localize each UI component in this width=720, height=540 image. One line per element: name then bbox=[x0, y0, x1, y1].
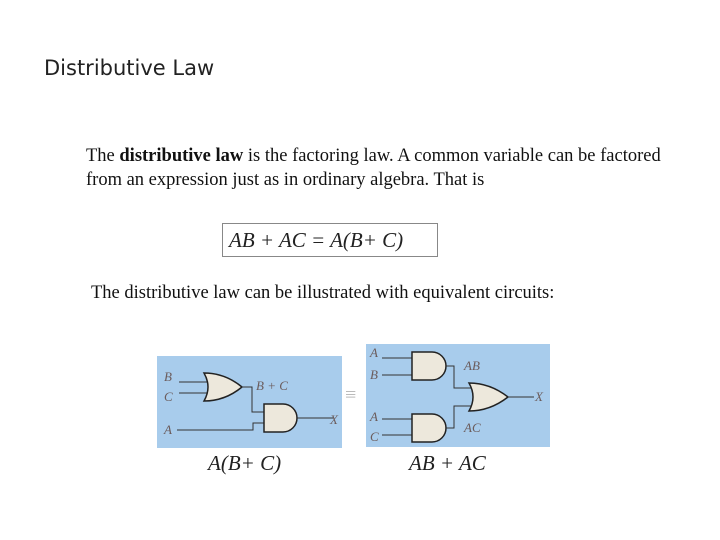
equation-box: AB + AC = A(B+ C) bbox=[222, 223, 438, 257]
label-c-right: C bbox=[370, 429, 379, 444]
slide-title: Distributive Law bbox=[44, 56, 215, 80]
and-gate-top bbox=[412, 352, 446, 380]
and-gate bbox=[264, 404, 297, 432]
or-gate bbox=[204, 373, 242, 401]
label-b: B bbox=[164, 369, 172, 384]
label-ac: AC bbox=[464, 420, 481, 435]
right-circuit-diagram bbox=[366, 344, 550, 447]
label-bplusc: B + C bbox=[256, 378, 288, 393]
equivalence-symbol: ≡ bbox=[345, 384, 357, 406]
label-b-right: B bbox=[370, 367, 378, 382]
label-a2: A bbox=[370, 409, 378, 424]
wire-a bbox=[177, 423, 264, 430]
right-circuit-panel bbox=[366, 344, 550, 447]
left-circuit-diagram bbox=[157, 356, 342, 448]
and-gate-bottom bbox=[412, 414, 446, 442]
intro-paragraph bbox=[86, 144, 666, 192]
label-a: A bbox=[164, 422, 172, 437]
para-rest: is the factoring law. A common variable can be factored from an expression just as in ordinary algebra. That is bbox=[86, 146, 661, 190]
label-x-right: X bbox=[535, 389, 543, 404]
para-prefix: The bbox=[86, 146, 120, 166]
label-ab: AB bbox=[464, 358, 480, 373]
right-caption: AB + AC bbox=[409, 451, 486, 475]
left-circuit-panel bbox=[157, 356, 342, 448]
or-gate-right bbox=[469, 383, 508, 411]
label-x: X bbox=[330, 412, 338, 427]
left-caption: A(B+ C) bbox=[208, 451, 282, 475]
label-a1: A bbox=[370, 345, 378, 360]
para-bold-term: distributive law bbox=[119, 146, 244, 166]
label-c: C bbox=[164, 389, 173, 404]
circuits-paragraph: The distributive law can be illustrated with equivalent circuits: bbox=[91, 283, 555, 303]
